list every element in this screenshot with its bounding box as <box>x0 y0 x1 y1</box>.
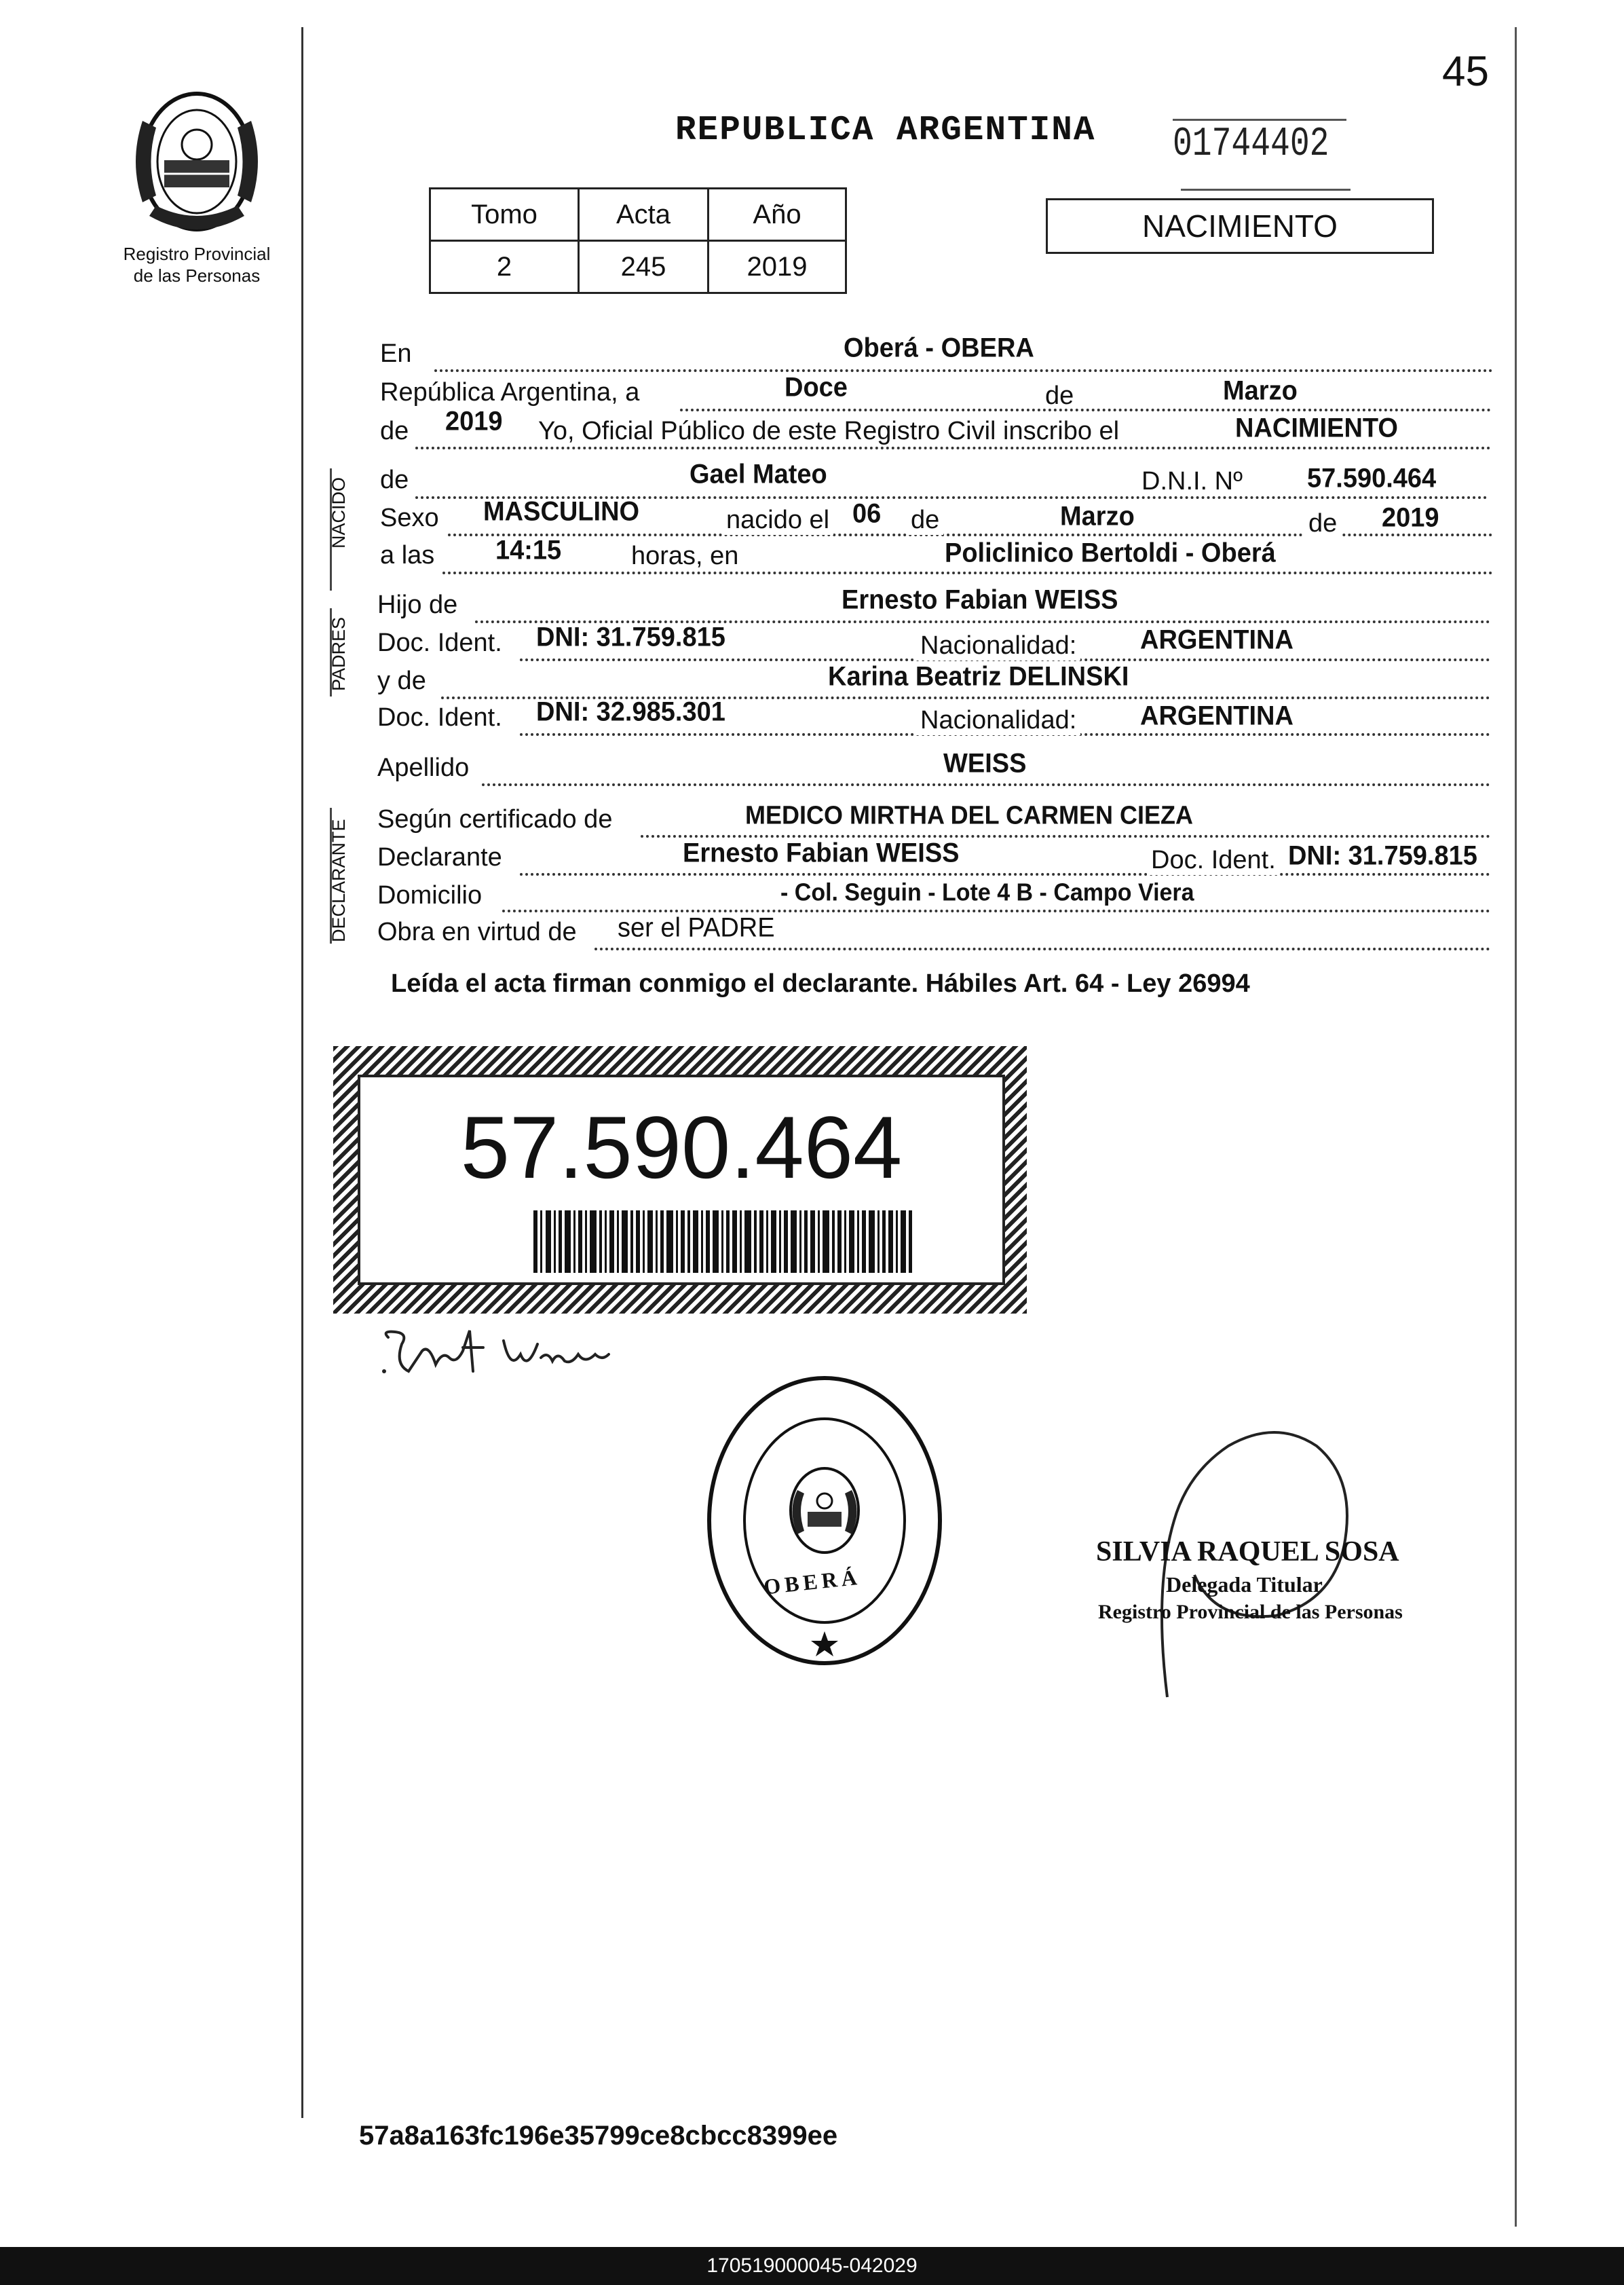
act-type-box: NACIMIENTO <box>1046 198 1434 254</box>
lugar-value: Policlinico Bertoldi - Oberá <box>945 538 1276 569</box>
hora-dots <box>442 569 1493 574</box>
leida-statement: Leída el acta firman conmigo el declarante. Hábiles Art. 64 - Ley 26994 <box>391 969 1250 998</box>
domicilio-dots <box>502 907 1490 912</box>
right-margin-line <box>1515 27 1517 2227</box>
official-title: Delegada Titular <box>1166 1572 1323 1597</box>
tomo-header: Tomo <box>430 189 579 241</box>
official-org: Registro Provincial de las Personas <box>1098 1601 1403 1623</box>
yo-label: Yo, Oficial Público de este Registro Civil inscribo el <box>538 417 1120 445</box>
hora-value: 14:15 <box>495 535 562 566</box>
nac-de-label-1: de <box>907 506 943 535</box>
en-value: Oberá - OBERA <box>844 333 1034 364</box>
dni-card-inner <box>358 1075 1005 1285</box>
anio-header: Año <box>709 189 846 241</box>
obra-dots <box>594 945 1490 950</box>
madre-nacionalidad-value: ARGENTINA <box>1140 701 1293 732</box>
certificado-label: Según certificado de <box>377 805 613 834</box>
acta-value: 245 <box>579 241 709 293</box>
apellido-dots <box>482 781 1490 786</box>
dni-card <box>333 1046 1027 1314</box>
de-label-2: de <box>380 417 409 445</box>
record-table-value-row <box>430 241 846 293</box>
footer-code: 170519000045-042029 <box>706 2254 918 2277</box>
dni-value: 57.590.464 <box>1307 463 1437 494</box>
declarante-doc-value: DNI: 31.759.815 <box>1288 840 1477 872</box>
declarante-label: Declarante <box>377 843 502 872</box>
country-heading: REPUBLICA ARGENTINA <box>675 111 1096 150</box>
madre-doc-value: DNI: 32.985.301 <box>536 696 725 728</box>
padre-nacionalidad-value: ARGENTINA <box>1140 625 1293 656</box>
republica-label: República Argentina, a <box>380 378 640 407</box>
certificado-value: MEDICO MIRTHA DEL CARMEN CIEZA <box>745 800 1193 830</box>
de-label-1: de <box>1045 382 1074 410</box>
horas-en-label: horas, en <box>627 542 742 571</box>
en-dots <box>434 367 1493 372</box>
domicilio-value: - Col. Seguin - Lote 4 B - Campo Viera <box>780 879 1194 906</box>
registry-caption-line2: de las Personas <box>133 265 261 286</box>
de-label-3: de <box>380 466 409 494</box>
padre-value: Ernesto Fabian WEISS <box>842 584 1118 616</box>
serial-top-rule <box>1173 119 1346 121</box>
inscribo-value: NACIMIENTO <box>1235 413 1398 444</box>
padre-nacionalidad-label: Nacionalidad: <box>916 631 1080 661</box>
tomo-value: 2 <box>430 241 579 293</box>
madre-value: Karina Beatriz DELINSKI <box>828 661 1129 692</box>
sexo-value: MASCULINO <box>483 496 640 527</box>
nac-de-label-2: de <box>1304 509 1341 538</box>
serial-bottom-rule <box>1181 189 1351 191</box>
page-number: 45 <box>1442 48 1489 95</box>
obra-label: Obra en virtud de <box>377 918 577 946</box>
month-value: Marzo <box>1223 375 1298 407</box>
sexo-label: Sexo <box>380 504 439 532</box>
obra-value: ser el PADRE <box>618 912 775 944</box>
madre-nacionalidad-label: Nacionalidad: <box>916 706 1080 735</box>
barcode-graphic <box>533 1210 913 1273</box>
domicilio-label: Domicilio <box>377 881 483 910</box>
official-name: SILVIA RAQUEL SOSA <box>1096 1536 1399 1567</box>
registry-oval-stamp <box>699 1368 950 1673</box>
dni-card-number: 57.590.464 <box>460 1098 903 1197</box>
section-padres: PADRES <box>328 616 349 691</box>
apellido-label: Apellido <box>377 754 470 782</box>
certificado-dots <box>641 832 1490 838</box>
record-table-header-row <box>430 189 846 241</box>
apellido-value: WEISS <box>943 748 1027 779</box>
footer-bar <box>0 2247 1624 2285</box>
registry-caption-line1: Registro Provincial <box>123 244 271 264</box>
nacido-el-label: nacido el <box>722 506 833 535</box>
dni-label: D.N.I. Nº <box>1137 467 1247 496</box>
acta-header: Acta <box>579 189 709 241</box>
y-de-label: y de <box>377 667 426 695</box>
document-hash: 57a8a163fc196e35799ce8cbcc8399ee <box>359 2121 838 2151</box>
hijo-de-label: Hijo de <box>377 591 458 619</box>
republica-dots <box>680 406 1491 411</box>
serial-number: 01744402 <box>1173 122 1329 168</box>
stamp-city: OBERÁ <box>762 1564 863 1599</box>
a-las-label: a las <box>380 541 435 570</box>
year-value: 2019 <box>445 406 503 437</box>
day-value: Doce <box>785 372 848 403</box>
declarante-doc-label: Doc. Ident. <box>1147 846 1280 875</box>
nac-year-value: 2019 <box>1382 502 1439 534</box>
nombre-value: Gael Mateo <box>690 459 827 490</box>
declarant-signature <box>375 1324 632 1392</box>
section-nacido: NACIDO <box>328 477 349 549</box>
provincial-seal-logo <box>122 80 271 243</box>
en-label: En <box>380 339 412 368</box>
padre-doc-label: Doc. Ident. <box>377 629 502 657</box>
left-margin-line <box>301 27 303 2118</box>
nac-day-value: 06 <box>852 498 882 530</box>
anio-value: 2019 <box>709 241 846 293</box>
padre-doc-value: DNI: 31.759.815 <box>536 622 725 653</box>
registry-caption <box>81 243 312 286</box>
record-table <box>429 187 847 294</box>
section-declarante: DECLARANTE <box>328 819 349 942</box>
nac-month-value: Marzo <box>1060 501 1135 532</box>
madre-doc-label: Doc. Ident. <box>377 703 502 732</box>
declarante-value: Ernesto Fabian WEISS <box>683 838 960 869</box>
